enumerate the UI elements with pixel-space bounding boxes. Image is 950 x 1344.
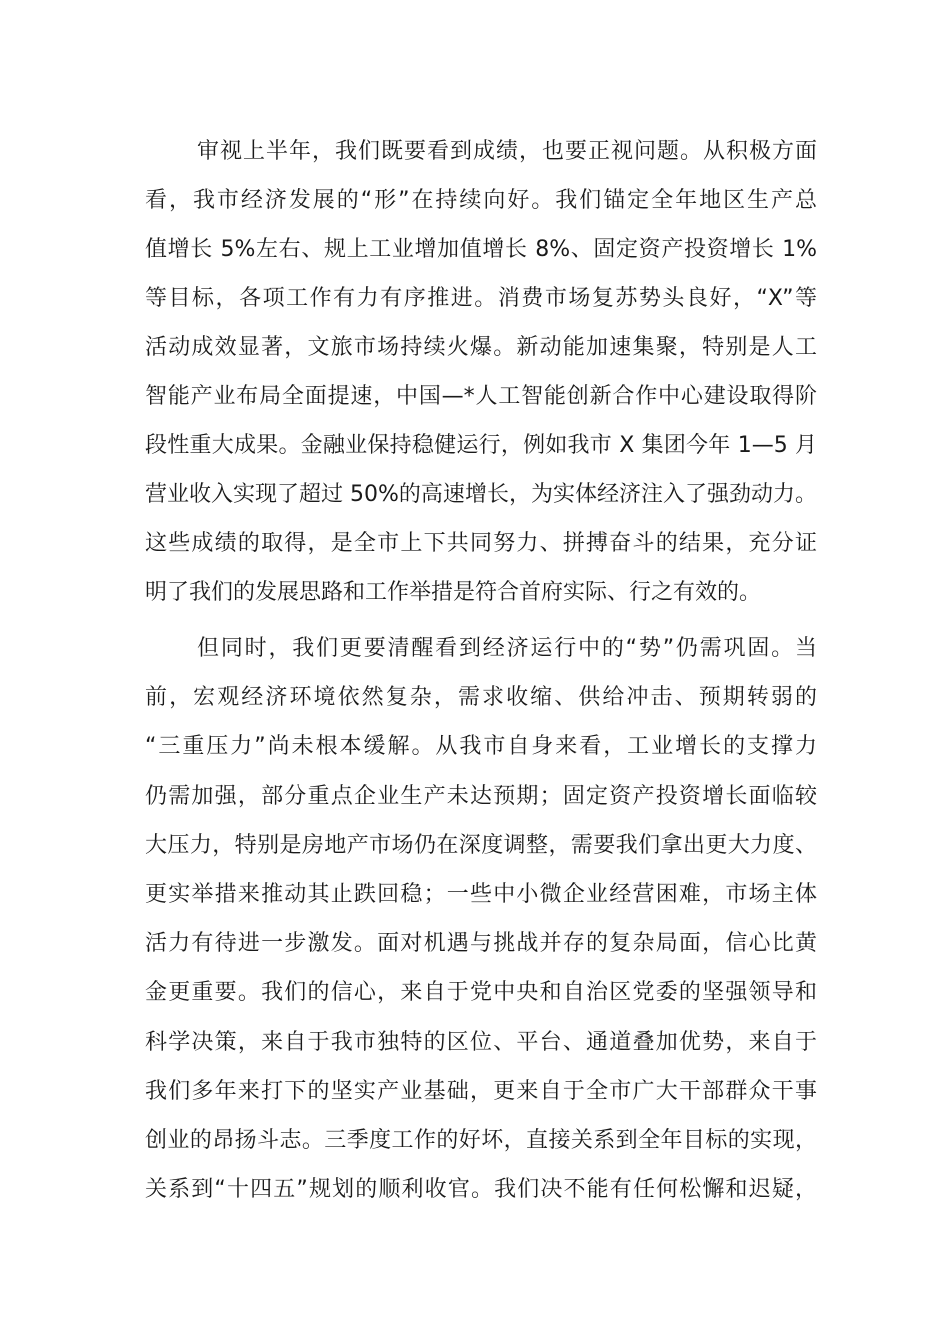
paragraph-line: 看，我市经济发展的“形”在持续向好。我们锚定全年地区生产总 — [145, 188, 817, 213]
paragraph-line: 活力有待进一步激发。面对机遇与挑战并存的复杂局面，信心比黄 — [145, 931, 817, 957]
paragraph-line: 金更重要。我们的信心，来自于党中央和自治区党委的坚强领导和 — [145, 980, 817, 1006]
paragraph-line: 营业收入实现了超过 50%的高速增长，为实体经济注入了强劲动力。 — [145, 482, 817, 507]
paragraph-line: 关系到“十四五”规划的顺利收官。我们决不能有任何松懈和迟疑， — [145, 1177, 817, 1203]
paragraph-line: 活动成效显著，文旅市场持续火爆。新动能加速集聚，特别是人工 — [145, 335, 817, 360]
paragraph-line: 这些成绩的取得，是全市上下共同努力、拼搏奋斗的结果，充分证 — [145, 531, 817, 556]
paragraph-line: 智能产业布局全面提速，中国—*人工智能创新合作中心建设取得阶 — [145, 384, 817, 409]
paragraph-line: 值增长 5%左右、规上工业增加值增长 8%、固定资产投资增长 1% — [145, 237, 817, 262]
paragraph-line: 我们多年来打下的坚实产业基础，更来自于全市广大干部群众干事 — [145, 1078, 817, 1104]
paragraph-line: 前，宏观经济环境依然复杂，需求收缩、供给冲击、预期转弱的 — [145, 685, 817, 711]
paragraph-line: 仍需加强，部分重点企业生产未达预期；固定资产投资增长面临较 — [145, 783, 817, 809]
paragraph-line: 等目标，各项工作有力有序推进。消费市场复苏势头良好，“X”等 — [145, 286, 817, 311]
paragraph-line: 科学决策，来自于我市独特的区位、平台、通道叠加优势，来自于 — [145, 1029, 817, 1055]
paragraph-line: “三重压力”尚未根本缓解。从我市自身来看，工业增长的支撑力 — [145, 734, 817, 760]
paragraph-first-line: 审视上半年，我们既要看到成绩，也要正视问题。从积极方面 — [197, 139, 817, 164]
paragraph-line: 段性重大成果。金融业保持稳健运行，例如我市 X 集团今年 1—5 月 — [145, 433, 817, 458]
paragraph-first-line: 但同时，我们更要清醒看到经济运行中的“势”仍需巩固。当 — [197, 636, 817, 661]
paragraph-line: 更实举措来推动其止跌回稳；一些中小微企业经营困难，市场主体 — [145, 882, 817, 907]
paragraph-line: 大压力，特别是房地产市场仍在深度调整，需要我们拿出更大力度、 — [145, 832, 817, 858]
paragraph-line: 创业的昂扬斗志。三季度工作的好坏，直接关系到全年目标的实现， — [145, 1128, 817, 1153]
paragraph-line: 明了我们的发展思路和工作举措是符合首府实际、行之有效的。 — [145, 580, 762, 605]
